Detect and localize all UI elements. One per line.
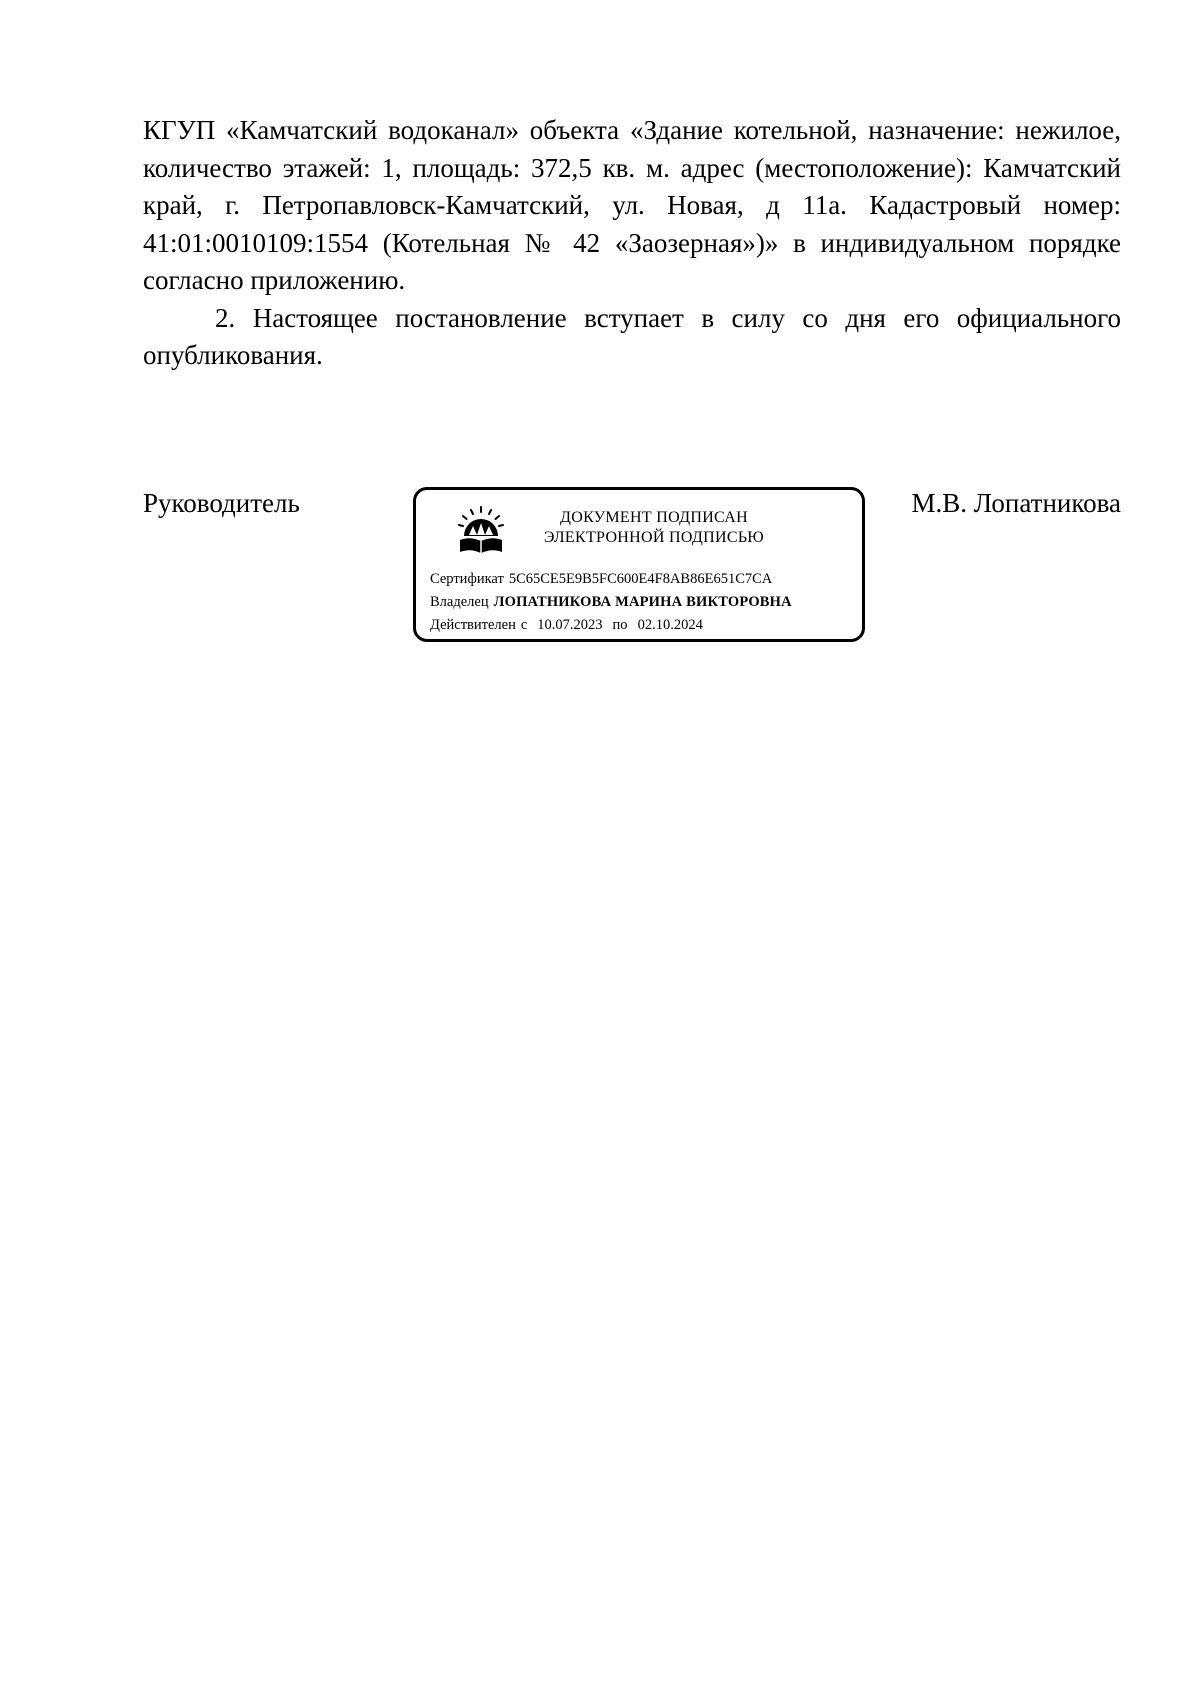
valid-to-date: 02.10.2024 [637,617,703,633]
valid-from-date: 10.07.2023 [537,617,603,633]
certificate-value: 5C65CE5E9B5FC600E4F8AB86E651C7CA [508,571,773,587]
stamp-owner-line [430,593,792,611]
electronic-signature-stamp [413,487,865,642]
stamp-heading-line-2: ЭЛЕКТРОННОЙ ПОДПИСЬЮ [543,529,765,546]
certificate-label: Сертификат [430,571,504,587]
paragraph-1: КГУП «Камчатский водоканал» объекта «Здание котельной, назначение: нежилое, количество этажей: 1, площадь: 372,5 кв. м. адрес (местоположение): Камчатский край, г. Петропавловск-Камчатский, ул. Новая, д 11а. Кадастровый номер: 41:01:0010109:1554 (Котельная № 42 «Заозерная»)» в индивидуальном порядке согласно приложению. [143,115,1121,295]
owner-value: ЛОПАТНИКОВА МАРИНА ВИКТОРОВНА [493,594,792,610]
stamp-heading-line-1: ДОКУМЕНТ ПОДПИСАН [560,509,748,526]
signature-block [143,485,1121,655]
owner-label: Владелец [430,594,489,610]
stamp-validity-line [430,616,703,634]
valid-to-word: по [612,617,628,633]
valid-label: Действителен [430,617,516,633]
signer-position: Руководитель [143,488,300,518]
stamp-heading [514,508,794,548]
valid-from-word: с [520,617,528,633]
kamchatka-emblem-icon [454,504,508,558]
signer-name: М.В. Лопатникова [911,488,1121,518]
stamp-certificate-line [430,570,772,588]
paragraph-2: 2. Настоящее постановление вступает в силу со дня его официального опубликования. [143,302,1121,370]
document-body [143,112,1121,375]
